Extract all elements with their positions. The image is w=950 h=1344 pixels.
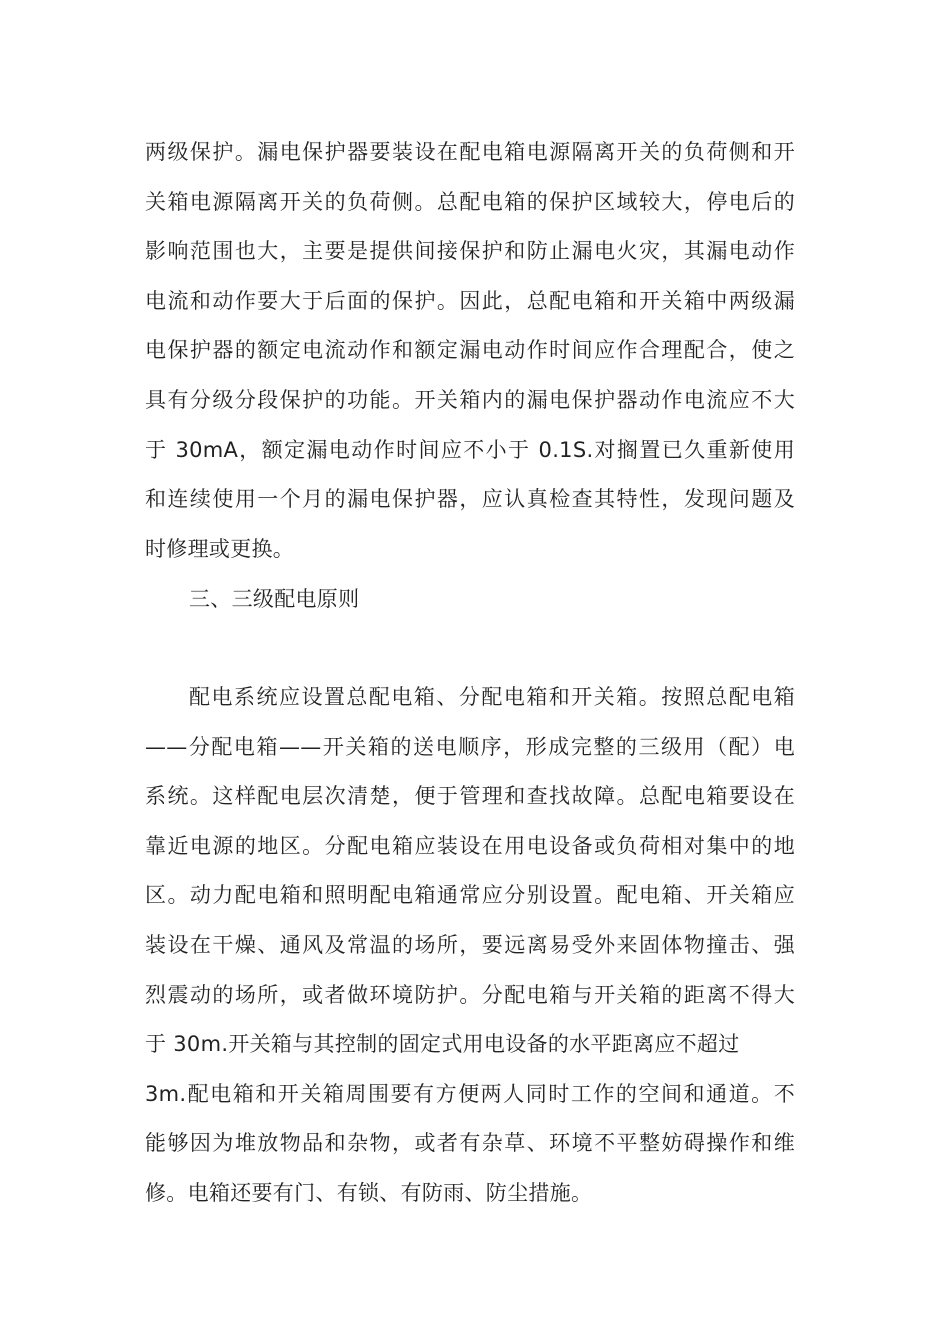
text-line: 烈震动的场所，或者做环境防护。分配电箱与开关箱的距离不得大: [145, 982, 795, 1007]
text-line: 装设在干燥、通风及常温的场所，要远离易受外来固体物撞击、强: [145, 932, 795, 957]
text-line: 靠近电源的地区。分配电箱应装设在用电设备或负荷相对集中的地: [145, 833, 795, 858]
text-line: 能够因为堆放物品和杂物，或者有杂草、环境不平整妨碍操作和维: [145, 1131, 795, 1156]
text-line: 系统。这样配电层次清楚，便于管理和查找故障。总配电箱要设在: [145, 784, 795, 809]
text-line: 具有分级分段保护的功能。开关箱内的漏电保护器动作电流应不大: [145, 387, 795, 412]
text-line: 两级保护。漏电保护器要装设在配电箱电源隔离开关的负荷侧和开: [145, 140, 795, 164]
text-line: 电流和动作要大于后面的保护。因此，总配电箱和开关箱中两级漏: [145, 288, 795, 313]
section-heading: [145, 575, 795, 625]
text-line: 影响范围也大，主要是提供间接保护和防止漏电火灾，其漏电动作: [145, 239, 795, 264]
paragraph-leakage-protection: [145, 128, 795, 574]
text-line: 修。电箱还要有门、有锁、有防雨、防尘措施。: [145, 1180, 593, 1205]
text-line: 3m.配电箱和开关箱周围要有方便两人同时工作的空间和通道。不: [145, 1081, 795, 1106]
text-line: 于 30m.开关箱与其控制的固定式用电设备的水平距离应不超过: [145, 1032, 740, 1057]
text-line: ——分配电箱——开关箱的送电顺序，形成完整的三级用（配）电: [145, 734, 795, 759]
text-line: 和连续使用一个月的漏电保护器，应认真检查其特性，发现问题及: [145, 487, 795, 512]
text-line: 时修理或更换。: [145, 536, 295, 561]
text-line: 区。动力配电箱和照明配电箱通常应分别设置。配电箱、开关箱应: [145, 883, 795, 908]
text-line: 于 30mA，额定漏电动作时间应不小于 0.1S.对搁置已久重新使用: [145, 437, 795, 462]
text-line: 电保护器的额定电流动作和额定漏电动作时间应作合理配合，使之: [145, 338, 795, 363]
text-line: 关箱电源隔离开关的负荷侧。总配电箱的保护区域较大，停电后的: [145, 189, 795, 214]
paragraph-three-level-distribution: [145, 673, 795, 1219]
section-heading-text: 三、三级配电原则: [189, 587, 360, 611]
text-line: 配电系统应设置总配电箱、分配电箱和开关箱。按照总配电箱: [189, 685, 795, 709]
